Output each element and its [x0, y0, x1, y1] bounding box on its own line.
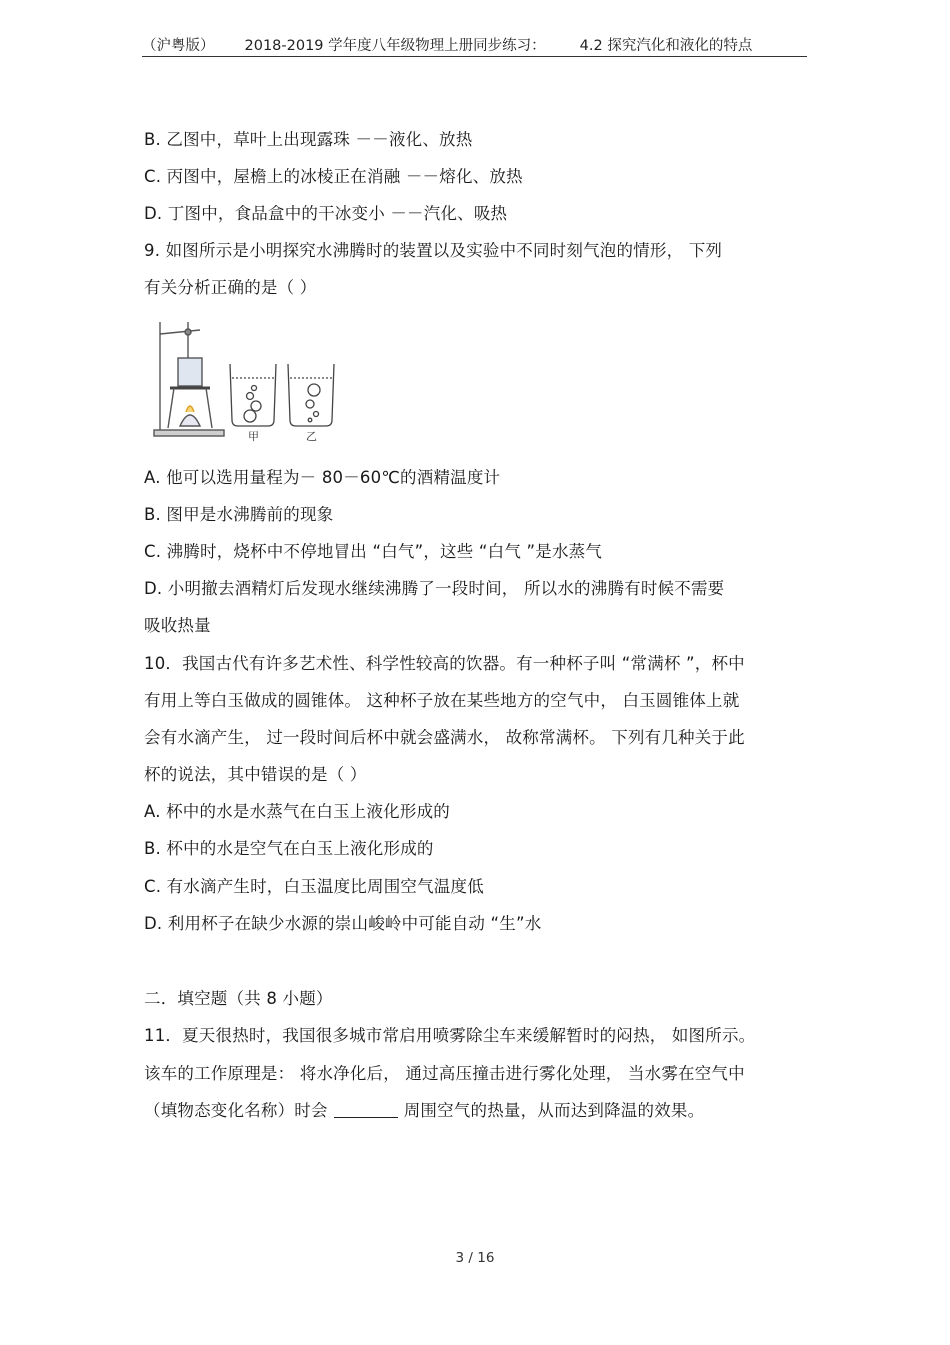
header-title: 2018-2019 学年度八年级物理上册同步练习：	[244, 38, 546, 54]
beaker-jia	[230, 364, 276, 426]
q10-option-a: A. 杯中的水是水蒸气在白玉上液化形成的	[144, 802, 450, 821]
beaker-yi-label: 乙	[306, 430, 317, 443]
q9-option-b: B. 图甲是水沸腾前的现象	[144, 505, 334, 524]
page-header	[142, 34, 807, 55]
q10-stem-line4: 杯的说法，其中错误的是（ ）	[144, 765, 367, 784]
stand-apparatus	[154, 322, 224, 436]
q11-line2: 该车的工作原理是： 将水净化后， 通过高压撞击进行雾化处理， 当水雾在空气中	[144, 1064, 745, 1083]
beaker-yi	[288, 364, 334, 426]
q11-answer-blank[interactable]	[334, 1103, 398, 1118]
boiling-apparatus-figure	[150, 316, 340, 446]
q9-option-d-line1: D. 小明撤去酒精灯后发现水继续沸腾了一段时间， 所以水的沸腾有时候不需要	[144, 579, 725, 598]
q11-line3	[144, 1097, 704, 1121]
page-number: 3 / 16	[455, 1250, 495, 1266]
q9-stem-line2: 有关分析正确的是（ ）	[144, 278, 317, 297]
q10-option-c: C. 有水滴产生时，白玉温度比周围空气温度低	[144, 877, 484, 896]
section-heading-fill-in: 二．填空题（共 8 小题）	[144, 989, 333, 1008]
q8-option-c: C. 丙图中，屋檐上的冰棱正在消融 －－熔化、放热	[144, 167, 523, 186]
q8-option-b: B. 乙图中，草叶上出现露珠 －－液化、放热	[144, 130, 473, 149]
q9-stem-line1: 9. 如图所示是小明探究水沸腾时的装置以及实验中不同时刻气泡的情形， 下列	[144, 241, 723, 260]
q9-option-a: A. 他可以选用量程为－ 80－60℃的酒精温度计	[144, 468, 501, 487]
q11-line1: 11．夏天很热时，我国很多城市常启用喷雾除尘车来缓解暂时的闷热， 如图所示。	[144, 1026, 756, 1045]
q10-option-d: D. 利用杯子在缺少水源的崇山峻岭中可能自动 “生”水	[144, 914, 542, 933]
q9-option-c: C. 沸腾时，烧杯中不停地冒出 “白气”，这些 “白气 ”是水蒸气	[144, 542, 603, 561]
q11-line3-suffix: 周围空气的热量，从而达到降温的效果。	[403, 1101, 705, 1120]
q9-option-d-line2: 吸收热量	[144, 616, 211, 635]
q10-option-b: B. 杯中的水是空气在白玉上液化形成的	[144, 839, 434, 858]
q10-stem-line3: 会有水滴产生， 过一段时间后杯中就会盛满水， 故称常满杯。 下列有几种关于此	[144, 728, 745, 747]
header-rule	[142, 56, 807, 57]
q8-option-d: D. 丁图中，食品盒中的干冰变小 －－汽化、吸热	[144, 204, 508, 223]
beaker-jia-label: 甲	[248, 430, 259, 443]
q10-stem-line2: 有用上等白玉做成的圆锥体。 这种杯子放在某些地方的空气中， 白玉圆锥体上就	[144, 691, 740, 710]
q11-line3-prefix: （填物态变化名称）时会	[144, 1101, 328, 1120]
header-edition: （沪粤版）	[142, 38, 215, 54]
q10-stem-line1: 10．我国古代有许多艺术性、科学性较高的饮器。有一种杯子叫 “常满杯 ”，杯中	[144, 654, 745, 673]
header-section: 4.2 探究汽化和液化的特点	[579, 38, 753, 54]
